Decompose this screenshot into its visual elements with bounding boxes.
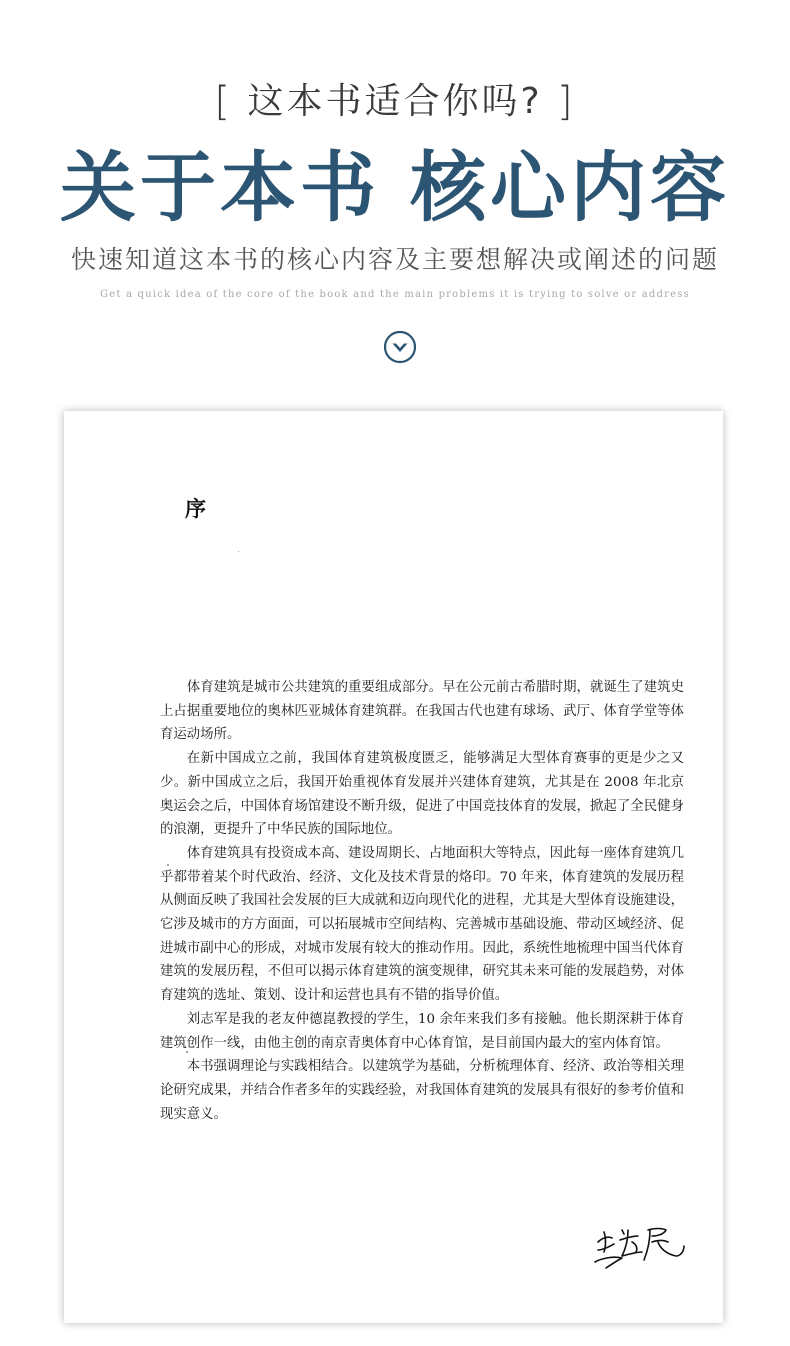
main-title-part1: 关于本书	[60, 143, 380, 232]
subtitle-english: Get a quick idea of the core of the book and the main problems it is trying to solve or address	[100, 289, 690, 300]
paragraph-4: 刘志军是我的老友仲德崑教授的学生，10 余年来我们多有接触。他长期深耕于体育建筑创作一线，由他主创的南京青奥体育中心体育馆，是目前国内最大的室内体育馆。	[160, 1011, 684, 1051]
left-bracket: [	[214, 79, 233, 125]
question-text: 这本书适合你吗?	[247, 81, 543, 122]
handwritten-signature	[592, 1216, 688, 1274]
preface-title: 序	[185, 496, 206, 521]
header-banner	[0, 0, 790, 400]
chevron-down-circle-icon	[383, 330, 417, 364]
main-title	[0, 140, 790, 236]
paragraph-5: 本书强调理论与实践相结合。以建筑学为基础，分析梳理体育、经济、政治等相关理论研究成果，并结合作者多年的实践经验，对我国体育建筑的发展具有很好的参考价值和现实意义。	[160, 1059, 684, 1122]
preface-body	[160, 676, 684, 1126]
right-bracket: ]	[557, 79, 576, 125]
question-heading	[0, 78, 790, 126]
paragraph-3: 体育建筑具有投资成本高、建设周期长、占地面积大等特点，因此每一座体育建筑几乎都带着某个时代政治、经济、文化及技术背景的烙印。70 年来，体育建筑的发展历程从侧面反映了我国社会发展的巨大成就和迈向现代化的进程，尤其是大型体育设施建设，它涉及城市的方方面面，可以拓展城市空间结构、完善城市基础设施、带动区域经济、促进城市副中心的形成，对城市发展有较大的推动作用。因此，系统性地梳理中国当代体育建筑的发展历程，不但可以揭示体育建筑的演变规律，研究其未来可能的发展趋势，对体育建筑的选址、策划、设计和运营也具有不错的指导价值。	[160, 845, 684, 1004]
main-title-part2: 核心内容	[410, 143, 730, 232]
paragraph-2: 在新中国成立之前，我国体育建筑极度匮乏，能够满足大型体育赛事的更是少之又少。新中国成立之后，我国开始重视体育发展并兴建体育建筑，尤其是在 2008 年北京奥运会之后，中国体育场馆建设不断升级，促进了中国竞技体育的发展，掀起了全民健身的浪潮，更提升了中华民族的国际地位。	[160, 751, 684, 838]
paragraph-1: 体育建筑是城市公共建筑的重要组成部分。早在公元前古希腊时期，就诞生了建筑史上占据重要地位的奥林匹亚城体育建筑群。在我国古代也建有球场、武厅、体育学堂等体育运动场所。	[160, 680, 684, 743]
subtitle-chinese: 快速知道这本书的核心内容及主要想解决或阐述的问题	[70, 245, 719, 274]
book-page	[64, 411, 723, 1323]
